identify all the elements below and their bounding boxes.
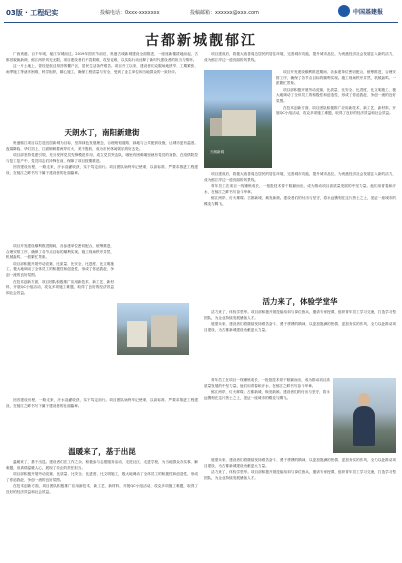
paragraph: 项目建成后，将极大改善周边居民的居住环境，完善城市功能，提升城市品位，为贵港经济社会发展注入新的活力，成为郁江岸边一道亮丽的风景线。	[204, 52, 396, 62]
column-right-beside-photo	[276, 70, 396, 170]
paragraph: 青年员工在项目一线锤炼成长，一批批技术骨干脱颖而出，成为推动项目高质量发展的中坚力量。他们用青春和汗水，在郁江之畔书写奋斗华章。	[204, 184, 396, 194]
column-left-end	[6, 460, 198, 560]
riverside-buildings-photo	[117, 303, 189, 355]
paragraph: 项目开发建设顺利推进期间，各参建单位密切配合，统筹推进，合理安排工序，确保了各节点目标的顺利实现。施工现场秩序井然，机械轰鸣，一派繁忙景象。	[276, 70, 396, 86]
column-right-lower	[204, 310, 396, 376]
paragraph: 活力来了，体验学堂华。项目部积极开展技能培训与岗位练兵，邀请专家授课，组织青年员工学习交流，打造学习型团队，为企业持续发展储备人才。	[204, 310, 396, 320]
logo-emblem-icon	[338, 5, 350, 17]
article-title: 古都新城靓郁江	[145, 33, 257, 49]
photo-caption: 天朗新城	[210, 150, 224, 154]
paragraph: 这一片土地上，曾经是低洼易涝的棚户区，居民生活条件艰苦。项目开工以来，建设者们克服场地狭窄、工期紧张、雨季施工等诸多困难，科学组织，精心施工，确保工程质量与安全，受到了业主单位和当地群众的一致好评。	[6, 64, 198, 74]
paragraph: 项目部积极开展劳动竞赛，比质量、比安全、比进度、比文明施工，极大地调动了全体员工的积极性和创造性，形成了你追我赶、争创一流的良好氛围。	[6, 472, 198, 482]
column-right-middle	[204, 172, 396, 294]
subheading: 活力来了，体验学堂华	[262, 297, 338, 306]
person-head-shape	[358, 393, 370, 407]
worker-portrait-photo	[333, 378, 396, 453]
paragraph: 展望未来，建设者们将继续发扬艰苦奋斗、勇于拼搏的精神，以更加饱满的热情、更加务实的作风，全力以赴推动项目建设，为古都新城建设贡献更大力量。	[204, 458, 396, 468]
paragraph: 郁江两岸，灯火璀璨；古都新城，焕发新颜。建设者们的付出与坚守，将永远镌刻在这片热土之上，见证一座城市的蝶变与腾飞。	[204, 390, 330, 400]
paragraph: 展望未来，建设者们将继续发扬艰苦奋斗、勇于拼搏的精神，以更加饱满的热情、更加务实的作风，全力以赴推动项目建设，为古都新城建设贡献更大力量。	[204, 322, 396, 332]
paragraph: 青年员工在项目一线锤炼成长，一批批技术骨干脱颖而出，成为推动项目高质量发展的中坚力量。他们用青春和汗水，在郁江之畔书写奋斗华章。	[204, 378, 330, 388]
paragraph: 回首建设历程，一路走来，汗水浇灌收获，实干笃定前行。项目团队始终牢记使命，以高标准、严要求推进工程建设，在郁江之畔书写下属于建设者的壮丽篇章。	[6, 398, 198, 408]
header-rule	[4, 22, 398, 23]
masthead-logo	[338, 5, 398, 19]
paragraph: 项目部坚持党建引领，充分发挥党员先锋模范作用，成立党员突击队，哪里有困难哪里就有党员的身影。在疫情防控与复工复产中，党员同志们冲锋在前，保障了项目按期推进。	[6, 153, 198, 163]
column-left-bottom	[6, 398, 198, 442]
building-shape	[222, 110, 256, 136]
paragraph: 活力来了，体验学堂华。项目部积极开展技能培训与岗位练兵，邀请专家授课，组织青年员工学习交流，打造学习型团队，为企业持续发展储备人才。	[204, 470, 396, 480]
column-right-bottom	[204, 458, 396, 558]
paragraph: 在技术创新方面，项目团队积极推广应用新技术、新工艺、新材料，开展QC小组活动，攻克多项施工难题，取得了良好的经济效益和社会效益。	[6, 279, 114, 295]
column-right-beside-portrait	[204, 378, 330, 456]
column-right-top	[204, 52, 396, 68]
subheading: 天朗水丁，南阳新建街	[64, 128, 140, 137]
column-left-top	[6, 52, 198, 124]
paragraph: 广西贵港、百千年城，郁江穿城而过。2019年国庆节前后，贵港古城新城建设全面推进，一座座新楼拔地而起，古都旧貌换新颜，郁江两岸风光无限。项目建设者们不畏艰难，攻坚克难，以实际行动诠释了新时代建设者的担当与情怀。	[6, 52, 198, 62]
paragraph: 在技术创新方面，项目团队积极推广应用新技术、新工艺、新材料，开展QC小组活动，攻克多项施工难题，取得了良好的经济效益和社会效益。	[6, 484, 198, 494]
subheading: 温暖来了，基于出昆	[68, 447, 136, 456]
paragraph: 项目建成后，将极大改善周边居民的居住环境，完善城市功能，提升城市品位，为贵港经济社会发展注入新的活力，成为郁江岸边一道亮丽的风景线。	[204, 172, 396, 182]
building-shape	[151, 315, 177, 347]
paragraph: 项目部积极开展劳动竞赛，比质量、比安全、比进度、比文明施工，极大地调动了全体员工的积极性和创造性，形成了你追我赶、争创一流的良好氛围。	[276, 87, 396, 103]
building-shape	[127, 321, 147, 347]
paragraph: 郁江两岸，灯火璀璨；古都新城，焕发新颜。建设者们的付出与坚守，将永远镌刻在这片热土之上，见证一座城市的蝶变与腾飞。	[204, 196, 396, 206]
paragraph: 贵港郁江项目以打造宜居新城为目标，坚持绿色发展理念，合理规划道路、绿地与公共配套设施，让城市更有温度。夜幕降临，华灯初上，江面倒映着两岸灯火，美不胜收，成为市民休闲娱乐的好去处。	[6, 141, 198, 151]
paragraph: 在技术创新方面，项目团队积极推广应用新技术、新工艺、新材料，开展QC小组活动，攻克多项施工难题，取得了良好的经济效益和社会效益。	[276, 105, 396, 116]
person-body-shape	[353, 406, 375, 446]
paragraph: 温暖来了，基于出昆。建设者们在工作之余，积极参与志愿服务活动，走进社区、走进学校，为当地群众办实事、解难题，用真情温暖人心，展现了央企的责任担当。	[6, 460, 198, 470]
logo-text: 中国基建报	[353, 9, 384, 16]
paragraph: 项目部积极开展劳动竞赛，比质量、比安全、比进度、比文明施工，极大地调动了全体员工的积极性和创造性，形成了你追我赶、争创一流的良好氛围。	[6, 261, 114, 277]
column-left-middle	[6, 141, 198, 241]
city-aerial-photo	[204, 70, 272, 168]
contact-email: 投稿邮箱：xxxxxx@xxx.com	[190, 10, 259, 16]
contact-phone: 投稿电话：0xxx-xxxxxxx	[100, 10, 160, 16]
section-label: 03版 · 工程纪实	[6, 9, 59, 17]
paragraph: 回首建设历程，一路走来，汗水浇灌收获，实干笃定前行。项目团队始终牢记使命，以高标准、严要求推进工程建设，在郁江之畔书写下属于建设者的壮丽篇章。	[6, 165, 198, 175]
paragraph: 项目开发建设顺利推进期间，各参建单位密切配合，统筹推进，合理安排工序，确保了各节点目标的顺利实现。施工现场秩序井然，机械轰鸣，一派繁忙景象。	[6, 244, 114, 260]
column-left-lower	[6, 244, 114, 394]
page-header	[0, 0, 402, 24]
